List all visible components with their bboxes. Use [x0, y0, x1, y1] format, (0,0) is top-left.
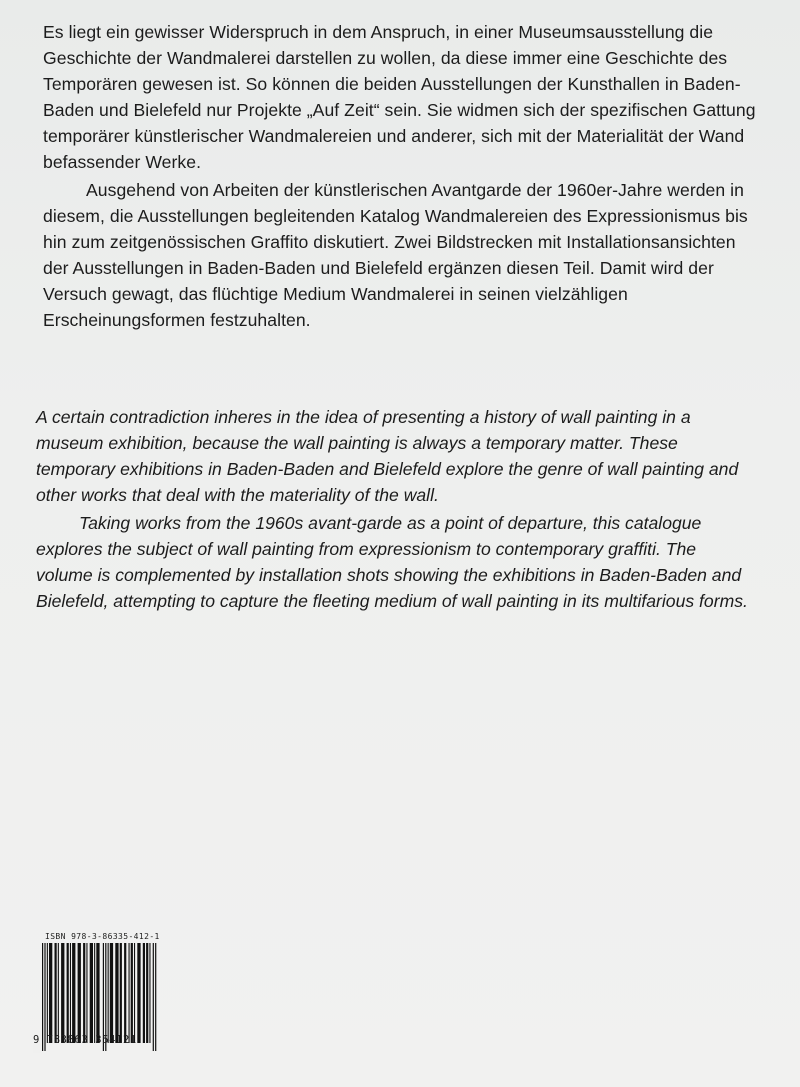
barcode-bar [96, 943, 99, 1043]
barcode-bar [149, 943, 150, 1043]
barcode-bar [90, 943, 93, 1043]
barcode-bar [67, 943, 69, 1043]
barcode-bar [49, 943, 52, 1043]
barcode-bar [110, 943, 113, 1043]
barcode-bar [47, 943, 48, 1043]
barcode-bar [153, 943, 154, 1051]
barcode-bar [129, 943, 130, 1043]
isbn-digits: 9 783863 354121 [33, 1034, 137, 1046]
barcode-bar [146, 943, 148, 1043]
barcode-bar [143, 943, 145, 1043]
barcode-bar [86, 943, 87, 1043]
barcode-bar [61, 943, 64, 1043]
german-paragraph-2: Ausgehend von Arbeiten der künstlerischen Avantgarde der 1960er-Jahre werden in diesem, die Ausstellungen begleitenden Katalog Wandmalereien des Expressionismus bis hin zum zeitgenössischen Graffito diskutiert. Zwei Bildstrecken mit Installationsansichten der Ausstellungen in Baden-Baden und Bielefeld ergänzen diesen Teil. Damit wird der Versuch gewagt, das flüchtige Medium Wandmalerei in seinen vielzähligen Erscheinungsformen festzuhalten. [43, 180, 748, 330]
english-paragraph-2: Taking works from the 1960s avant-garde as a point of departure, this catalogue explores the subject of wall painting from expressionism to contemporary graffiti. The volume is complemented by installation shots showing the exhibitions in Baden-Baden and Bielefeld, attempting to capture the fleeting medium of wall painting in its multifarious forms. [36, 513, 748, 611]
german-text [43, 19, 763, 333]
barcode-bar [83, 943, 85, 1043]
english-text [36, 404, 756, 614]
isbn-label: ISBN 978-3-86335-412-1 [45, 932, 160, 941]
barcode-bar [134, 943, 135, 1043]
barcode-bar [124, 943, 126, 1043]
barcode-bar [58, 943, 59, 1043]
barcode-bar [155, 943, 156, 1051]
barcode-bar [108, 943, 109, 1043]
barcode-bar [78, 943, 81, 1043]
barcode-bar [94, 943, 95, 1043]
barcode-bar [70, 943, 71, 1043]
isbn-barcode-block [33, 931, 175, 1053]
german-paragraph-1: Es liegt ein gewisser Widerspruch in dem Anspruch, in einer Museumsausstellung die Geschichte der Wandmalerei darstellen zu wollen, da diese immer eine Geschichte des Temporären gewesen ist. So können die beiden Ausstellungen der Kunsthallen in Baden-Baden und Bielefeld nur Projekte „Auf Zeit“ sein. Sie widmen sich der spezifischen Gattung temporärer künstlerischer Wandmalereien und anderer, sich mit der Materialität der Wand befassender Werke. [43, 22, 756, 172]
barcode-bar [115, 943, 118, 1043]
english-paragraph-1: A certain contradiction inheres in the idea of presenting a history of wall painting in a museum exhibition, because the wall painting is always a temporary matter. These temporary exhibitions in Baden-Baden and Bielefeld explore the genre of wall painting and other works that deal with the materiality of the wall. [36, 407, 739, 505]
barcode-bar [72, 943, 75, 1043]
barcode-bar [55, 943, 57, 1043]
barcode-bar [137, 943, 140, 1043]
barcode-bar [131, 943, 133, 1043]
barcode-bar [120, 943, 122, 1043]
